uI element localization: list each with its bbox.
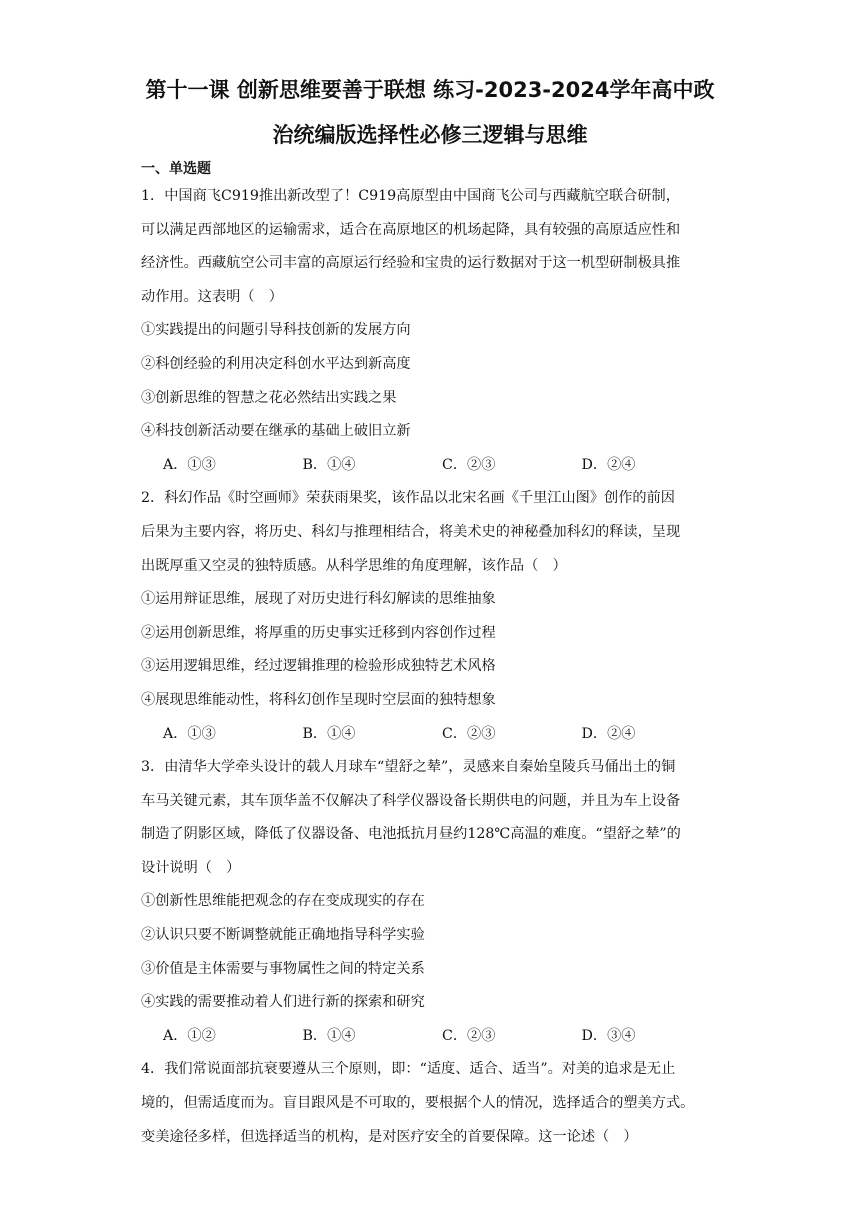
answer-choice[interactable]: A．①② bbox=[163, 1027, 216, 1044]
statement-option: ④展现思维能动性，将科幻创作呈现时空层面的独特想象 bbox=[141, 691, 496, 708]
question-stem-line: 出既厚重又空灵的独特质感。从科学思维的角度理解，该作品（ ） bbox=[141, 557, 567, 574]
answer-choice[interactable]: B．①④ bbox=[302, 456, 356, 473]
statement-option: ④科技创新活动要在继承的基础上破旧立新 bbox=[141, 423, 411, 440]
question-stem-line: 变美途径多样，但选择适当的机构，是对医疗安全的首要保障。这一论述（ ） bbox=[141, 1128, 638, 1145]
answer-choice[interactable]: C．②③ bbox=[442, 456, 496, 473]
statement-option: ②运用创新思维，将厚重的历史事实迁移到内容创作过程 bbox=[141, 624, 496, 641]
statement-option: ③价值是主体需要与事物属性之间的特定关系 bbox=[141, 960, 425, 977]
question-stem-line: 经济性。西藏航空公司丰富的高原运行经验和宝贵的运行数据对于这一机型研制极具推 bbox=[141, 255, 681, 272]
question-stem-line: 可以满足西部地区的运输需求，适合在高原地区的机场起降，具有较强的高原适应性和 bbox=[141, 221, 681, 238]
answer-choice[interactable]: D．②④ bbox=[581, 456, 636, 473]
statement-option: ①运用辩证思维，展现了对历史进行科幻解读的思维抽象 bbox=[141, 591, 496, 608]
statement-option: ④实践的需要推动着人们进行新的探索和研究 bbox=[141, 994, 425, 1011]
question-stem-line: 3．由清华大学牵头设计的载人月球车“望舒之辇”，灵感来自秦始皇陵兵马俑出土的铜 bbox=[141, 759, 676, 776]
statement-option: ③运用逻辑思维，经过逻辑推理的检验形成独特艺术风格 bbox=[141, 658, 496, 675]
document-title-line-1: 第十一课 创新思维要善于联想 练习-2023-2024学年高中政 bbox=[145, 78, 715, 102]
answer-choices bbox=[141, 1020, 721, 1054]
question-stem-line: 车马关键元素，其车顶华盖不仅解决了科学仪器设备长期供电的问题，并且为车上设备 bbox=[141, 792, 681, 809]
statement-option: ①实践提出的问题引导科技创新的发展方向 bbox=[141, 322, 411, 339]
document-title-line-2: 治统编版选择性必修三逻辑与思维 bbox=[272, 123, 588, 147]
statement-option: ②科创经验的利用决定科创水平达到新高度 bbox=[141, 355, 411, 372]
question-stem-line: 动作用。这表明（ ） bbox=[141, 288, 283, 305]
answer-choice[interactable]: A．①③ bbox=[163, 725, 216, 742]
question-3 bbox=[141, 751, 721, 1053]
question-stem-line: 4．我们常说面部抗衰要遵从三个原则，即：“适度、适合、适当”。对美的追求是无止 bbox=[141, 1061, 676, 1078]
answer-choices bbox=[141, 449, 721, 483]
question-stem-line: 2．科幻作品《时空画师》荣获雨果奖，该作品以北宋名画《千里江山图》创作的前因 bbox=[141, 490, 675, 507]
statement-option: ③创新思维的智慧之花必然结出实践之果 bbox=[141, 389, 397, 406]
question-stem-line: 境的，但需适度而为。盲目跟风是不可取的，要根据个人的情况，选择适合的塑美方式。 bbox=[141, 1095, 695, 1112]
answer-choice[interactable]: C．②③ bbox=[442, 1027, 496, 1044]
question-2 bbox=[141, 482, 721, 751]
answer-choice[interactable]: C．②③ bbox=[442, 725, 496, 742]
question-list bbox=[141, 180, 721, 1154]
answer-choices bbox=[141, 718, 721, 752]
answer-choice[interactable]: B．①④ bbox=[302, 1027, 356, 1044]
answer-choice[interactable]: A．①③ bbox=[163, 456, 216, 473]
answer-choice[interactable]: D．③④ bbox=[581, 1027, 636, 1044]
question-1 bbox=[141, 180, 721, 482]
question-stem-line: 1．中国商飞C919推出新改型了！C919高原型由中国商飞公司与西藏航空联合研制， bbox=[141, 188, 680, 204]
question-stem-line: 后果为主要内容，将历史、科幻与推理相结合，将美术史的神秘叠加科幻的释读，呈现 bbox=[141, 523, 681, 540]
question-stem-line: 设计说明（ ） bbox=[141, 859, 241, 876]
answer-choice[interactable]: D．②④ bbox=[581, 725, 636, 742]
statement-option: ②认识只要不断调整就能正确地指导科学实验 bbox=[141, 927, 425, 944]
section-heading: 一、单选题 bbox=[141, 161, 211, 177]
question-4 bbox=[141, 1053, 721, 1154]
answer-choice[interactable]: B．①④ bbox=[302, 725, 356, 742]
question-stem-line: 制造了阴影区域，降低了仪器设备、电池抵抗月昼约128℃高温的难度。“望舒之辇”的 bbox=[141, 826, 681, 843]
statement-option: ①创新性思维能把观念的存在变成现实的存在 bbox=[141, 893, 425, 910]
